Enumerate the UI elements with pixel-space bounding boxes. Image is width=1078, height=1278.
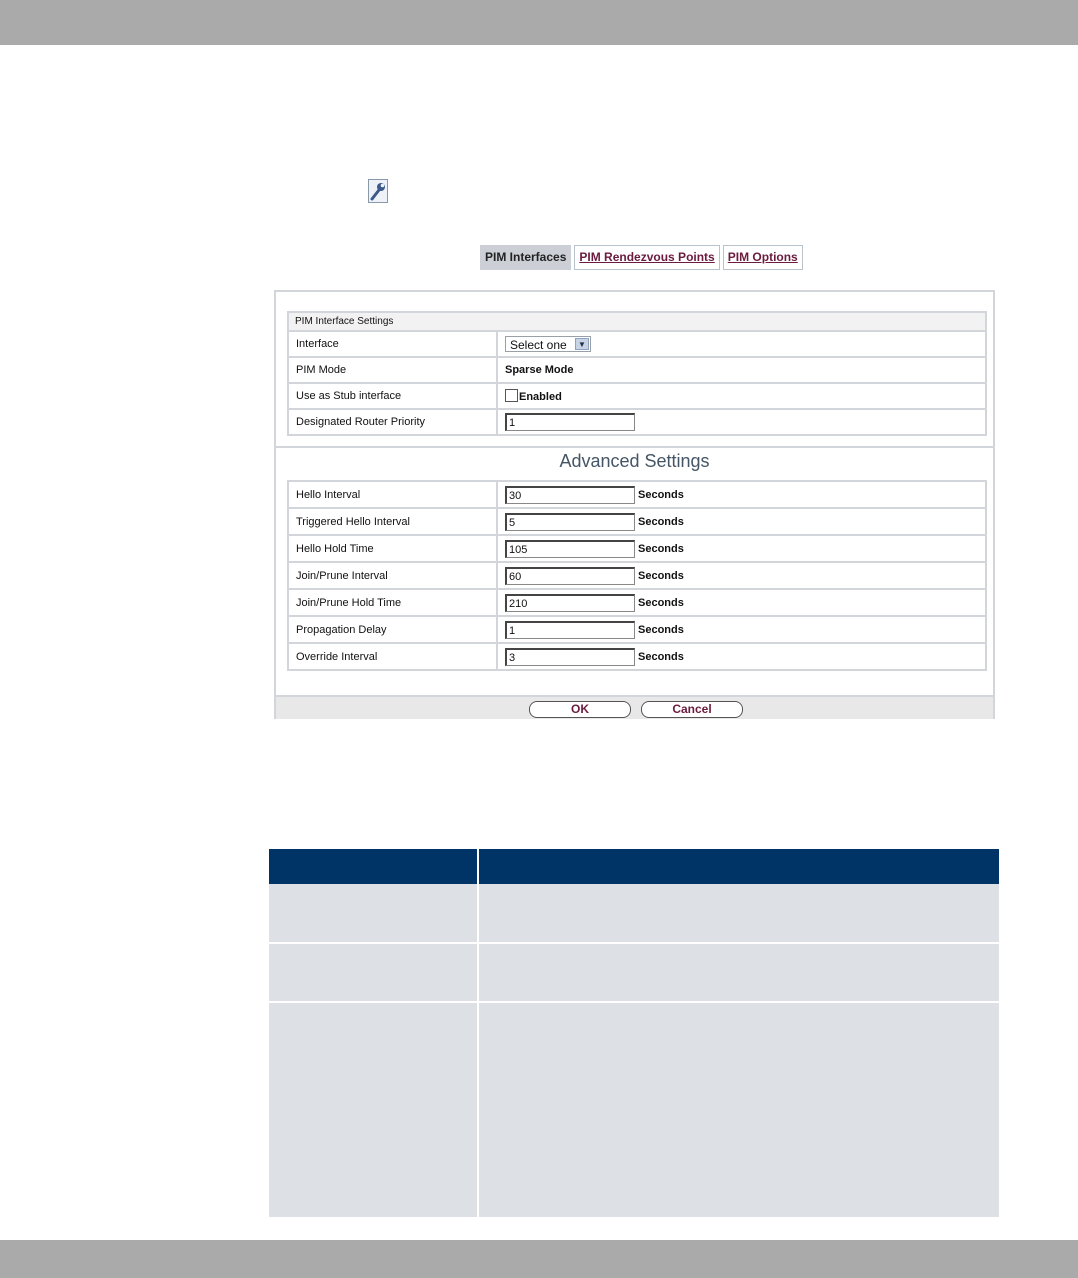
wrench-icon[interactable]: [368, 179, 388, 203]
table-cell: [269, 1003, 477, 1217]
table-row: [269, 1003, 999, 1217]
chevron-down-icon[interactable]: ▼: [575, 338, 589, 350]
tab-pim-rendezvous-points[interactable]: PIM Rendezvous Points: [574, 245, 719, 270]
section-header: PIM Interface Settings: [288, 312, 986, 331]
hello-interval-label: Hello Interval: [288, 481, 497, 508]
table-cell: [269, 884, 477, 942]
section-divider: [276, 446, 993, 448]
interface-label: Interface: [288, 331, 497, 357]
join-prune-hold-time-label: Join/Prune Hold Time: [288, 589, 497, 616]
router-priority-input[interactable]: 1: [505, 413, 635, 431]
stub-interface-label: Use as Stub interface: [288, 383, 497, 409]
join-prune-hold-time-input[interactable]: 210: [505, 594, 635, 612]
unit-label: Seconds: [638, 596, 684, 609]
pim-mode-label: PIM Mode: [288, 357, 497, 383]
join-prune-interval-label: Join/Prune Interval: [288, 562, 497, 589]
propagation-delay-input[interactable]: 1: [505, 621, 635, 639]
unit-label: Seconds: [638, 569, 684, 582]
cancel-button[interactable]: Cancel: [641, 701, 743, 718]
override-interval-input[interactable]: 3: [505, 648, 635, 666]
triggered-hello-interval-label: Triggered Hello Interval: [288, 508, 497, 535]
column-separator: [477, 849, 479, 884]
column-separator: [477, 1003, 479, 1217]
hello-hold-time-input[interactable]: 105: [505, 540, 635, 558]
button-bar: [276, 695, 993, 719]
advanced-settings-table: [287, 480, 987, 671]
hello-interval-input[interactable]: 30: [505, 486, 635, 504]
hello-hold-time-label: Hello Hold Time: [288, 535, 497, 562]
unit-label: Seconds: [638, 542, 684, 555]
settings-panel: [274, 290, 995, 719]
override-interval-label: Override Interval: [288, 643, 497, 670]
interface-select[interactable]: [505, 336, 591, 352]
table-row: [269, 884, 999, 942]
interface-select-value: Select one: [510, 338, 567, 352]
tab-bar: [480, 245, 803, 270]
column-separator: [477, 944, 479, 1001]
column-separator: [477, 884, 479, 942]
table-row: [269, 944, 999, 1001]
tab-pim-options[interactable]: PIM Options: [723, 245, 803, 270]
stub-enabled-label: Enabled: [519, 391, 562, 403]
unit-label: Seconds: [638, 488, 684, 501]
ok-button[interactable]: OK: [529, 701, 631, 718]
unit-label: Seconds: [638, 515, 684, 528]
top-bar: [0, 0, 1078, 45]
pim-mode-value: Sparse Mode: [497, 357, 986, 383]
triggered-hello-interval-input[interactable]: 5: [505, 513, 635, 531]
bottom-bar: [0, 1240, 1078, 1278]
tab-pim-interfaces[interactable]: PIM Interfaces: [480, 245, 571, 270]
description-table: [269, 849, 999, 1217]
table-cell: [269, 944, 477, 1001]
stub-enabled-checkbox[interactable]: [505, 389, 518, 402]
advanced-settings-title: Advanced Settings: [559, 451, 710, 471]
router-priority-label: Designated Router Priority: [288, 409, 497, 435]
join-prune-interval-input[interactable]: 60: [505, 567, 635, 585]
unit-label: Seconds: [638, 650, 684, 663]
pim-interface-settings-table: [287, 311, 987, 436]
table-header: [269, 849, 999, 884]
propagation-delay-label: Propagation Delay: [288, 616, 497, 643]
unit-label: Seconds: [638, 623, 684, 636]
